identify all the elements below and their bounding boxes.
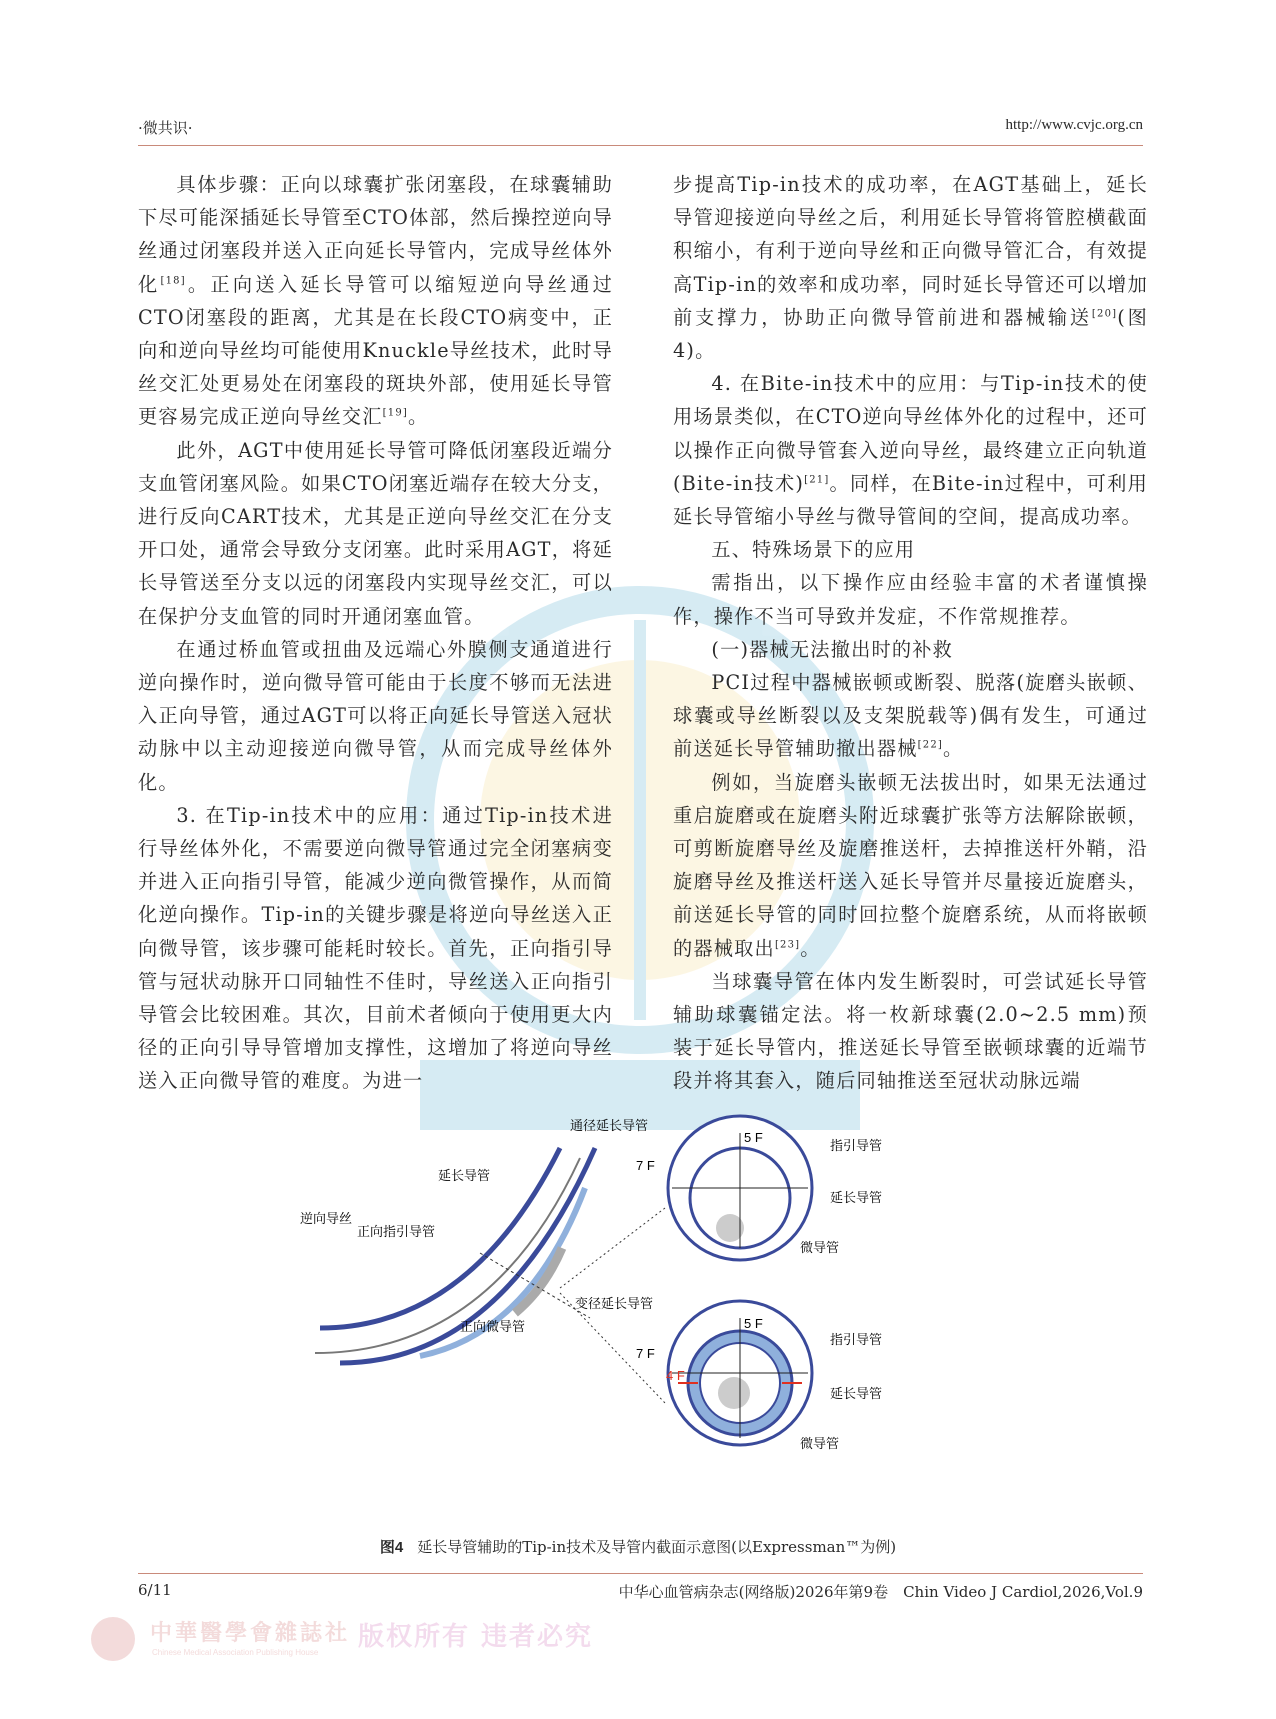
- right-paragraph-4: PCI过程中器械嵌顿或断裂、脱落(旋磨头嵌顿、球囊或导丝断裂以及支架脱载等)偶有发生，可通过前送延长导管辅助撤出器械[22]。: [673, 671, 1148, 761]
- label-7f-a: 7 F: [636, 1158, 655, 1173]
- citation[interactable]: [23]: [774, 939, 801, 951]
- footer-rule: [138, 1573, 1143, 1574]
- label-5f-b: 5 F: [744, 1316, 763, 1331]
- citation[interactable]: [18]: [160, 275, 186, 287]
- section-heading-5: 五、特殊场景下的应用: [711, 538, 916, 562]
- subsection-heading: (一)器械无法撤出时的补救: [711, 637, 954, 661]
- label-micro-b: 微导管: [800, 1436, 840, 1451]
- left-paragraph-1: 具体步骤：正向以球囊扩张闭塞段，在球囊辅助下尽可能深插延长导管至CTO体部，然后操控逆向导丝通过闭塞段并送入正向延长导管内，完成导丝体外化[18]。正向送入延长导管可以缩短逆向导丝通过CTO闭塞段的距离，尤其是在长段CTO病变中，正向和逆向导丝均可能使用Knuckle导丝技术，此时导丝交汇处更易处在闭塞段的斑块外部，使用延长导管更容易完成正逆向导丝交汇[19]。: [138, 173, 613, 429]
- right-paragraph-5: 例如，当旋磨头嵌顿无法拔出时，如果无法通过重启旋磨或在旋磨头附近球囊扩张等方法解除嵌顿，可剪断旋磨导丝及旋磨推送杆，去掉推送杆外鞘，沿旋磨导丝及推送杆送入延长导管并尽量接近旋磨头，前送延长导管的同时回拉整个旋磨系统，从而将嵌顿的器械取出[23]。: [673, 770, 1148, 960]
- label-5f-a: 5 F: [744, 1130, 763, 1145]
- header-rule: [138, 145, 1143, 146]
- left-paragraph-3: 在通过桥血管或扭曲及远端心外膜侧支通道进行逆向操作时，逆向微导管可能由于长度不够而无法进入正向导管，通过AGT可以将正向延长导管送入冠状动脉中以主动迎接逆向微导管，从而完成导丝体外化。: [138, 637, 613, 794]
- right-paragraph-2: 4. 在Bite-in技术中的应用：与Tip-in技术的使用场景类似，在CTO逆向导丝体外化的过程中，还可以操作正向微导管套入逆向导丝，最终建立正向轨道(Bite-in技术)[21]。同样，在Bite-in过程中，可利用延长导管缩小导丝与微导管间的空间，提高成功率。: [673, 372, 1148, 529]
- label-guide-b: 指引导管: [830, 1332, 883, 1347]
- publisher-logo: 中華醫學會雜誌社 Chinese Medical Association Publishing House 版权所有 违者必究: [88, 1614, 608, 1674]
- header-section: ·微共识·: [138, 119, 193, 137]
- right-paragraph-1: 步提高Tip-in技术的成功率，在AGT基础上，延长导管迎接逆向导丝之后，利用延长导管将管腔横截面积缩小，有利于逆向导丝和正向微导管汇合，有效提高Tip-in的效率和成功率，同时延长导管还可以增加前支撑力，协助正向微导管前进和器械输送[20](图4)。: [673, 173, 1148, 363]
- label-7f-b: 7 F: [636, 1346, 655, 1361]
- label-guide-a: 指引导管: [830, 1138, 883, 1153]
- label-ext-b: 延长导管: [830, 1386, 883, 1401]
- label-micro-catheter: 正向微导管: [460, 1319, 526, 1334]
- header-url[interactable]: http://www.cvjc.org.cn: [1005, 117, 1143, 133]
- label-same-diameter: 通径延长导管: [570, 1118, 649, 1133]
- citation[interactable]: [20]: [1091, 308, 1118, 320]
- label-micro-a: 微导管: [800, 1240, 840, 1255]
- right-column: [673, 168, 1148, 1098]
- label-4f: 4 F: [666, 1368, 685, 1383]
- label-guide-catheter: 正向指引导管: [357, 1224, 436, 1239]
- label-retro-wire: 逆向导丝: [300, 1211, 353, 1226]
- right-paragraph-3: 需指出，以下操作应由经验丰富的术者谨慎操作，操作不当可导致并发症，不作常规推荐。: [673, 571, 1148, 628]
- label-ext-a: 延长导管: [830, 1190, 883, 1205]
- citation[interactable]: [19]: [382, 408, 408, 420]
- journal-citation: 中华心血管病杂志(网络版)2026年第9卷 Chin Video J Cardiol,2026,Vol.9: [618, 1583, 1143, 1601]
- citation[interactable]: [22]: [917, 740, 943, 752]
- label-var-diameter: 变径延长导管: [575, 1296, 654, 1311]
- citation[interactable]: [21]: [804, 474, 830, 486]
- left-paragraph-4: 3. 在Tip-in技术中的应用：通过Tip-in技术进行导丝体外化，不需要逆向微导管通过完全闭塞病变并进入正向指引导管，能减少逆向微管操作，从而简化逆向操作。Tip-in的关键步骤是将逆向导丝送入正向微导管，该步骤可能耗时较长。首先，正向指引导管与冠状动脉开口同轴性不佳时，导丝送入正向指引导管会比较困难。其次，目前术者倾向于使用更大内径的正向引导导管增加支撑性，这增加了将逆向导丝送入正向微导管的难度。为进一: [138, 803, 613, 1093]
- left-paragraph-2: 此外，AGT中使用延长导管可降低闭塞段近端分支血管闭塞风险。如果CTO闭塞近端存在较大分支，进行反向CART技术，尤其是正逆向导丝交汇在分支开口处，通常会导致分支闭塞。此时采用AGT，将延长导管送至分支以远的闭塞段内实现导丝交汇，可以在保护分支血管的同时开通闭塞血管。: [138, 438, 613, 628]
- page-number: 6/11: [138, 1581, 172, 1599]
- figure-4: [300, 1118, 980, 1538]
- figure-caption: 图4 延长导管辅助的Tip-in技术及导管内截面示意图(以Expressman™为例): [379, 1538, 897, 1556]
- micro-cross-section-b: [718, 1377, 750, 1409]
- left-column: [138, 168, 613, 1098]
- right-paragraph-6: 当球囊导管在体内发生断裂时，可尝试延长导管辅助球囊锚定法。将一枚新球囊(2.0~2.5 mm)预装于延长导管内，推送延长导管至嵌顿球囊的近端节段并将其套入，随后同轴推送至冠状动脉远端: [673, 969, 1148, 1093]
- label-ext-catheter: 延长导管: [438, 1168, 491, 1183]
